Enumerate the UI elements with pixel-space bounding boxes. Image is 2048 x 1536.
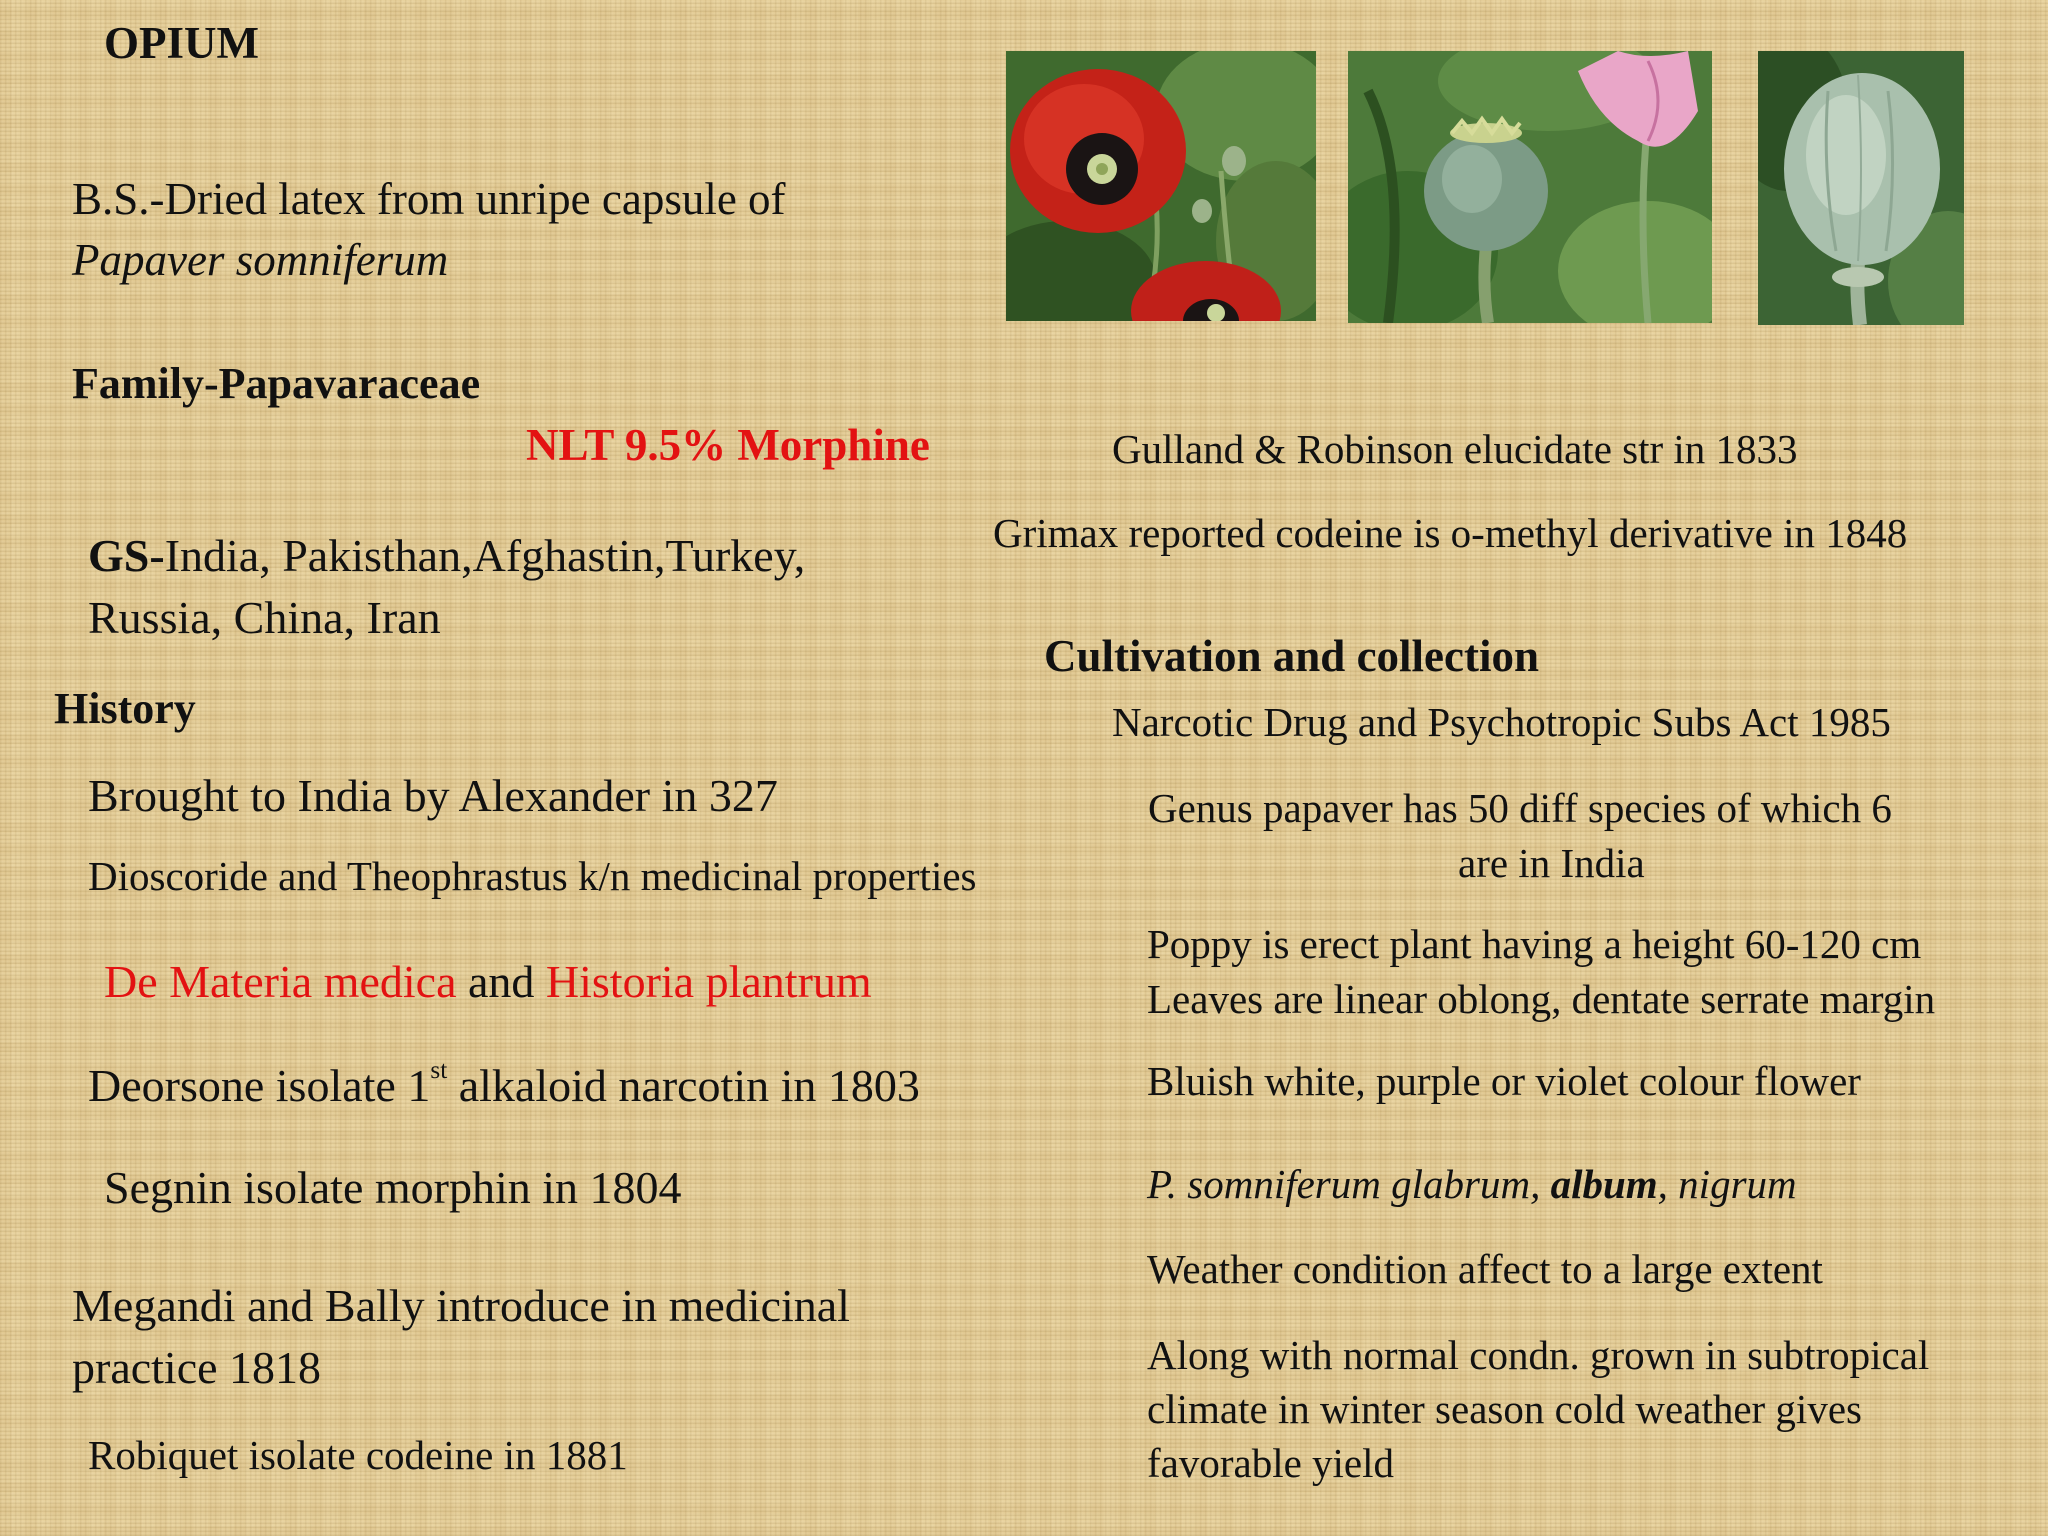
varieties-text-end: , nigrum — [1657, 1161, 1797, 1207]
red-poppy-flowers-photo — [1006, 51, 1316, 321]
page-title: OPIUM — [104, 18, 259, 68]
geographical-source — [88, 530, 805, 583]
deorsone-text-end: alkaloid narcotin in 1803 — [447, 1060, 920, 1111]
varieties-text: P. somniferum glabrum, — [1147, 1161, 1551, 1207]
cultivation-genus-line2: are in India — [1458, 840, 1645, 886]
family-label: Family-Papavaraceae — [72, 359, 481, 408]
history-dioscoride: Dioscoride and Theophrastus k/n medicinal properties — [88, 853, 977, 899]
deorsone-sup: st — [430, 1056, 448, 1085]
cultivation-along: Along with normal condn. grown in subtropical — [1147, 1332, 1930, 1378]
cultivation-varieties — [1147, 1161, 1797, 1208]
nlt-morphine: NLT 9.5% Morphine — [526, 420, 930, 470]
history-megandi-line2: practice 1818 — [72, 1342, 322, 1393]
history-segnin: Segnin isolate morphin in 1804 — [104, 1162, 682, 1213]
cultivation-weather: Weather condition affect to a large extent — [1147, 1246, 1823, 1292]
gs-label: GS- — [88, 530, 165, 581]
history-grimax: Grimax reported codeine is o-methyl derivative in 1848 — [993, 510, 1908, 556]
cultivation-along-line2: climate in winter season cold weather gives — [1147, 1386, 1862, 1432]
cultivation-poppy: Poppy is erect plant having a height 60-120 cm — [1147, 921, 1922, 967]
cultivation-genus: Genus papaver has 50 diff species of which 6 — [1148, 785, 1892, 831]
bs-line: B.S.-Dried latex from unripe capsule of — [72, 174, 786, 224]
cultivation-flower: Bluish white, purple or violet colour flower — [1147, 1058, 1861, 1104]
history-heading: History — [54, 684, 196, 733]
cultivation-act: Narcotic Drug and Psychotropic Subs Act 1985 — [1112, 699, 1891, 745]
history-books — [104, 956, 872, 1009]
species-name: Papaver somniferum — [72, 235, 449, 285]
cultivation-along-line3: favorable yield — [1147, 1440, 1395, 1486]
poppy-capsule-photo — [1348, 51, 1712, 323]
book-historia-plantrum: Historia plantrum — [545, 956, 872, 1007]
history-gulland: Gulland & Robinson elucidate str in 1833 — [1112, 426, 1798, 472]
book-de-materia-medica: De Materia medica — [104, 956, 457, 1007]
books-and: and — [456, 956, 546, 1007]
poppy-pod-closeup-photo — [1758, 51, 1964, 325]
history-alexander: Brought to India by Alexander in 327 — [88, 770, 778, 821]
history-deorsone — [88, 1056, 920, 1113]
deorsone-text: Deorsone isolate 1 — [88, 1060, 431, 1111]
gs-line1: India, Pakisthan,Afghastin,Turkey, — [164, 530, 806, 581]
cultivation-heading: Cultivation and collection — [1044, 631, 1540, 681]
history-megandi: Megandi and Bally introduce in medicinal — [72, 1280, 850, 1331]
cultivation-leaves: Leaves are linear oblong, dentate serrate margin — [1147, 976, 1936, 1022]
gs-line2: Russia, China, Iran — [88, 592, 441, 643]
variety-album: album — [1550, 1161, 1658, 1207]
history-robiquet: Robiquet isolate codeine in 1881 — [88, 1432, 628, 1478]
